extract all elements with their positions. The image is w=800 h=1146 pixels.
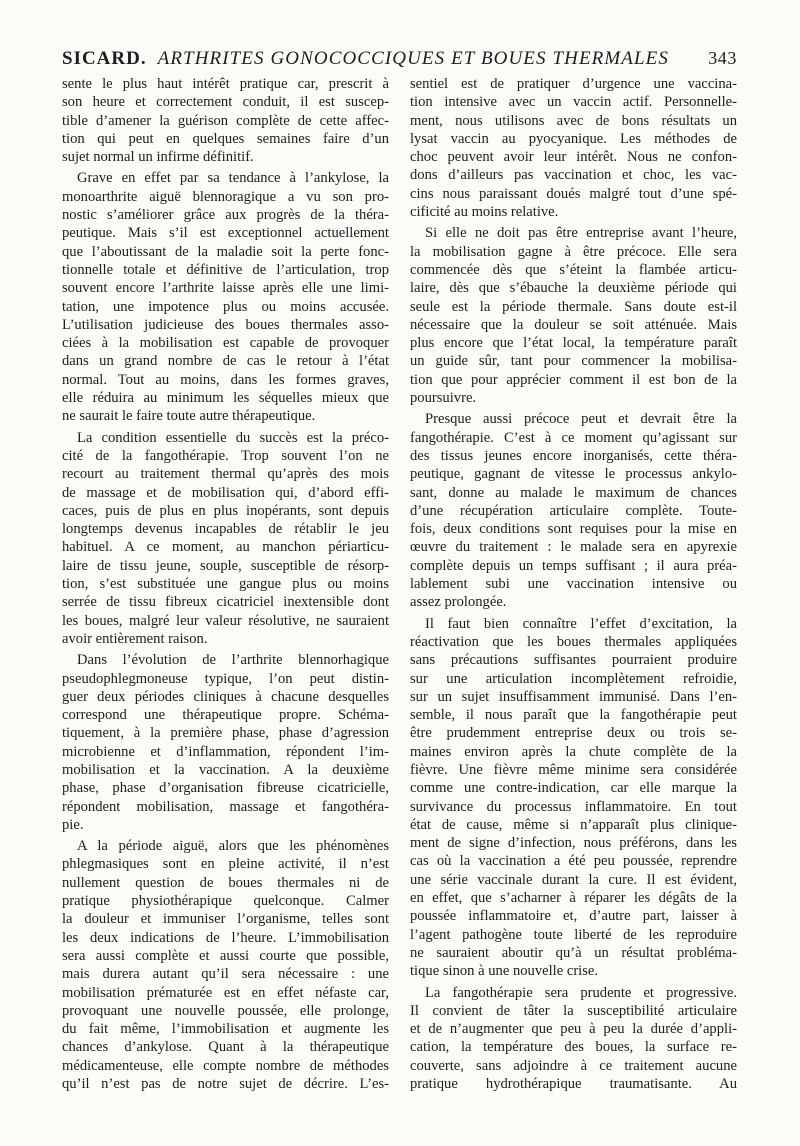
text-line: mobilisation et la vaccination. A la deuxième (62, 761, 389, 778)
text-line: cité de la fangothérapie. Trop souvent l’on ne (62, 447, 389, 464)
text-line: avoir entièrement raison. (62, 630, 208, 647)
text-line: sera aussi complète et aussi courte que possible, (62, 947, 389, 964)
text-line: poussée inflammatoire et, d’autre part, laisser à (410, 908, 737, 925)
text-line: tation, une impotence plus ou moins accusée. (62, 298, 389, 315)
text-line: qu’il n’est pas de notre sujet de décrire. L’es- (62, 1076, 389, 1093)
text-line: mais durera autant qu’il sera nécessaire : une (62, 966, 389, 983)
text-line: longtemps devenus incapables de rétablir le jeu (62, 521, 389, 538)
text-line: en effet, que s’acharner à réparer les dégâts de la (410, 890, 737, 907)
text-line: les deux indications de l’heure. L’immobilisation (62, 929, 389, 946)
text-line: ciées à la mobilisation est capable de provoquer (62, 335, 389, 352)
text-line: tion qui peut en quelques semaines faire d’un (62, 130, 389, 147)
page-number: 343 (708, 48, 737, 68)
paragraph (62, 651, 389, 834)
text-line: serrée de tissu fibreux cicatriciel inextensible dont (62, 594, 389, 611)
paragraph (62, 169, 389, 425)
text-line: répondent mobilisation, massage et fangothéra- (62, 798, 389, 815)
paragraph (410, 75, 737, 221)
text-line: pseudophlegmoneuse typique, l’on peut distin- (62, 670, 389, 687)
article-title: ARTHRITES GONOCOCCIQUES ET BOUES THERMALES (157, 48, 669, 69)
text-line: La fangothérapie sera prudente et progressive. (425, 984, 737, 1001)
text-line: fois, deux conditions sont requises pour la mise en (410, 521, 737, 538)
text-line: lysat vaccin au pyocyanique. Les méthodes de (410, 130, 737, 147)
text-line: souvent encore l’arthrite laisse après elle une limi- (62, 280, 389, 297)
text-line: phase, phase d’organisation fibreuse cicatricielle, (62, 780, 389, 797)
paragraph (410, 410, 737, 611)
text-line: tiquement, à la première phase, phase d’agression (62, 725, 389, 742)
text-line: ment, nous utilisons avec de bons résultats un (410, 112, 737, 129)
text-line: Dans l’évolution de l’arthrite blennorhagique (77, 652, 389, 669)
text-line: couverte, sans adjoindre à ce traitement aucune (410, 1057, 737, 1074)
text-line: tible d’amener la guérison complète de cette affec- (62, 112, 389, 129)
text-line: un guide sûr, tant pour commencer la mobilisa- (410, 353, 737, 370)
text-line: son heure et correctement conduit, il est suscep- (62, 94, 389, 111)
text-line: correspond une thérapeutique propre. Schéma- (62, 707, 389, 724)
paragraph (410, 224, 737, 407)
text-line: L’utilisation judicieuse des boues thermales asso- (62, 316, 389, 333)
text-line: sente le plus haut intérêt pratique car, prescrit à (62, 76, 389, 92)
text-line: La condition essentielle du succès est la préco- (77, 429, 389, 446)
text-line: une série vaccinale durant la cure. Il est évident, (410, 871, 737, 888)
text-line: mobilisation prématurée est en effet néfaste car, (62, 984, 389, 1001)
text-line: tion intensive avec un vaccin actif. Personnelle- (410, 94, 737, 111)
text-line: tique sinon à une nouvelle crise. (410, 963, 599, 980)
text-line: commencée dès que s’éteint la flambée articu- (410, 261, 737, 278)
text-line: d’une récupération articulaire complète. Toute- (410, 502, 737, 519)
paragraph (62, 75, 389, 166)
text-line: survivance du processus inflammatoire. En tout (410, 798, 737, 815)
text-line: Il faut bien connaître l’effet d’excitation, la (425, 615, 737, 632)
text-line: Grave en effet par sa tendance à l’ankylose, la (77, 170, 389, 187)
text-line: caces, puis de plus en plus inopérants, sont depuis (62, 502, 389, 519)
text-line: nostic s’améliorer grâce aux progrès de la théra- (62, 207, 389, 224)
text-line: réactivation que les boues thermales appliquées (410, 633, 737, 650)
text-line: pie. (62, 816, 84, 833)
text-line: cation, la température des boues, la surface re- (410, 1039, 737, 1056)
text-line: dans un grand nombre de cas le retour à l’état (62, 353, 389, 370)
text-line: de massage et de mobilisation qui, d’abord effi- (62, 484, 389, 501)
text-line: tion, s’est substituée une gangue plus ou moins (62, 576, 389, 593)
text-line: sant, donne au malade le maximum de chances (410, 484, 737, 501)
paragraph (410, 984, 737, 1094)
text-line: lablement subi une vaccination intensive ou (410, 576, 737, 593)
text-line: seule est la période thermale. Sans doute est-il (410, 298, 737, 315)
paragraph (62, 837, 389, 1093)
text-line: provoquant une nouvelle poussée, elle prolonge, (62, 1002, 389, 1019)
text-line: l’agent pathogène toute liberté de les reproduire (410, 926, 737, 943)
text-line: phlegmasiques sont en pleine activité, il n’est (62, 856, 389, 873)
text-line: ne saurait le faire toute autre thérapeutique. (62, 408, 316, 425)
text-line: tionnelle totale et définitive de l’articulation, trop (62, 261, 389, 278)
text-line: la mobilisation gagne à être précoce. Elle sera (410, 243, 737, 260)
text-line: sentiel est de pratiquer d’urgence une vaccina- (410, 76, 737, 92)
text-line: du fait même, l’immobilisation et augmente les (62, 1021, 389, 1038)
text-line: sur un sujet insuffisamment immunisé. Dans l’en- (410, 688, 737, 705)
author-name: SICARD. (62, 48, 147, 69)
text-line: monoarthrite aiguë blennoragique a vu son pro- (62, 188, 389, 205)
text-line: ment de signe d’infection, nous préférons, dans les (410, 835, 737, 852)
text-line: cins nous paraissant doués malgré tout d’une spé- (410, 185, 737, 202)
text-line: maines environ après la chute complète de la (410, 743, 737, 760)
text-line: normal. Tout au moins, dans les formes graves, (62, 371, 389, 388)
text-line: chances d’ankylose. Quant à la thérapeutique (62, 1039, 389, 1056)
text-line: médicamenteuse, elle compte nombre de méthodes (62, 1057, 389, 1074)
text-line: elle réduira au minimum les séquelles mieux que (62, 390, 389, 407)
text-line: que l’aboutissant de la maladie soit la perte fonc- (62, 243, 389, 260)
text-line: la douleur et immuniser l’organisme, telles sont (62, 911, 389, 928)
left-column (62, 75, 389, 1093)
text-line: œuvre du traitement : le malade sera en apyrexie (410, 539, 737, 556)
text-line: fangothérapie. C’est à ce moment qu’agissant sur (410, 429, 737, 446)
text-line: ne sauraient aboutir qu’à un résultat probléma- (410, 944, 737, 961)
text-line: les boues, malgré leur valeur résolutive, ne sauraient (62, 612, 389, 629)
text-line: Si elle ne doit pas être entreprise avant l’heure, (425, 225, 737, 242)
paragraph (62, 429, 389, 649)
running-head (62, 47, 737, 69)
text-line: nécessaire que la douleur se soit atténuée. Mais (410, 316, 737, 333)
text-line: peutique. Mais s’il est exceptionnel actuellement (62, 225, 389, 242)
text-line: sans précautions suffisantes pourraient produire (410, 652, 737, 669)
text-line: dons d’ailleurs pas vaccination et choc, les vac- (410, 167, 737, 184)
text-line: guer deux périodes cliniques à chacune desquelles (62, 688, 389, 705)
text-line: peutique, gagnant de vitesse le processus ankylo- (410, 466, 737, 483)
text-line: état de cause, même si n’apparaît plus clinique- (410, 816, 737, 833)
text-line: assez prolongée. (410, 594, 507, 611)
text-line: habituel. A ce moment, au manchon périarticu- (62, 539, 389, 556)
text-line: laire de tissu jeune, souple, susceptible de résorp- (62, 557, 389, 574)
text-line: cas où la vaccination a été peu poussée, reprendre (410, 853, 737, 870)
text-line: nullement question de boues thermales ni de (62, 874, 389, 891)
text-line: fièvre. Une fièvre même minime sera considérée (410, 761, 737, 778)
text-line: des tissus jeunes encore inorganisés, cette théra- (410, 447, 737, 464)
text-line: Il convient de tâter la susceptibilité articulaire (410, 1002, 737, 1019)
text-line: laire, dès que s’ébauche la deuxième période qui (410, 280, 737, 297)
text-line: plus encore que l’état local, la température paraît (410, 335, 737, 352)
text-line: microbienne et d’inflammation, répondent l’im- (62, 743, 389, 760)
text-line: pratique physiothérapique quelconque. Calmer (62, 893, 389, 910)
text-line: cificité au moins relative. (410, 204, 559, 221)
text-line: et de n’augmenter que peu à peu la durée d’appli- (410, 1021, 737, 1038)
text-line: A la période aiguë, alors que les phénomènes (77, 838, 389, 855)
text-line: pratique hydrothérapique traumatisante. Au (410, 1076, 737, 1093)
text-line: recourt au traitement thermal qu’après des mois (62, 466, 389, 483)
text-line: comme une contre-indication, car elle marque la (410, 780, 737, 797)
text-line: complète depuis un temps suffisant ; il aura préa- (410, 557, 737, 574)
text-line: Presque aussi précoce peut et devrait être la (425, 411, 737, 428)
text-line: être prudemment entreprise deux ou trois se- (410, 725, 737, 742)
text-line: semble, il nous paraît que la fangothérapie peut (410, 707, 737, 724)
text-line: sujet normal un infirme définitif. (62, 149, 254, 166)
text-line: poursuivre. (410, 390, 477, 407)
paragraph (410, 615, 737, 981)
right-column (410, 75, 737, 1093)
text-line: tion que pour apprécier comment il est bon de la (410, 371, 737, 388)
text-line: choc peuvent avoir leur intérêt. Nous ne confon- (410, 149, 737, 166)
text-line: sur une articulation incomplètement refroidie, (410, 670, 737, 687)
